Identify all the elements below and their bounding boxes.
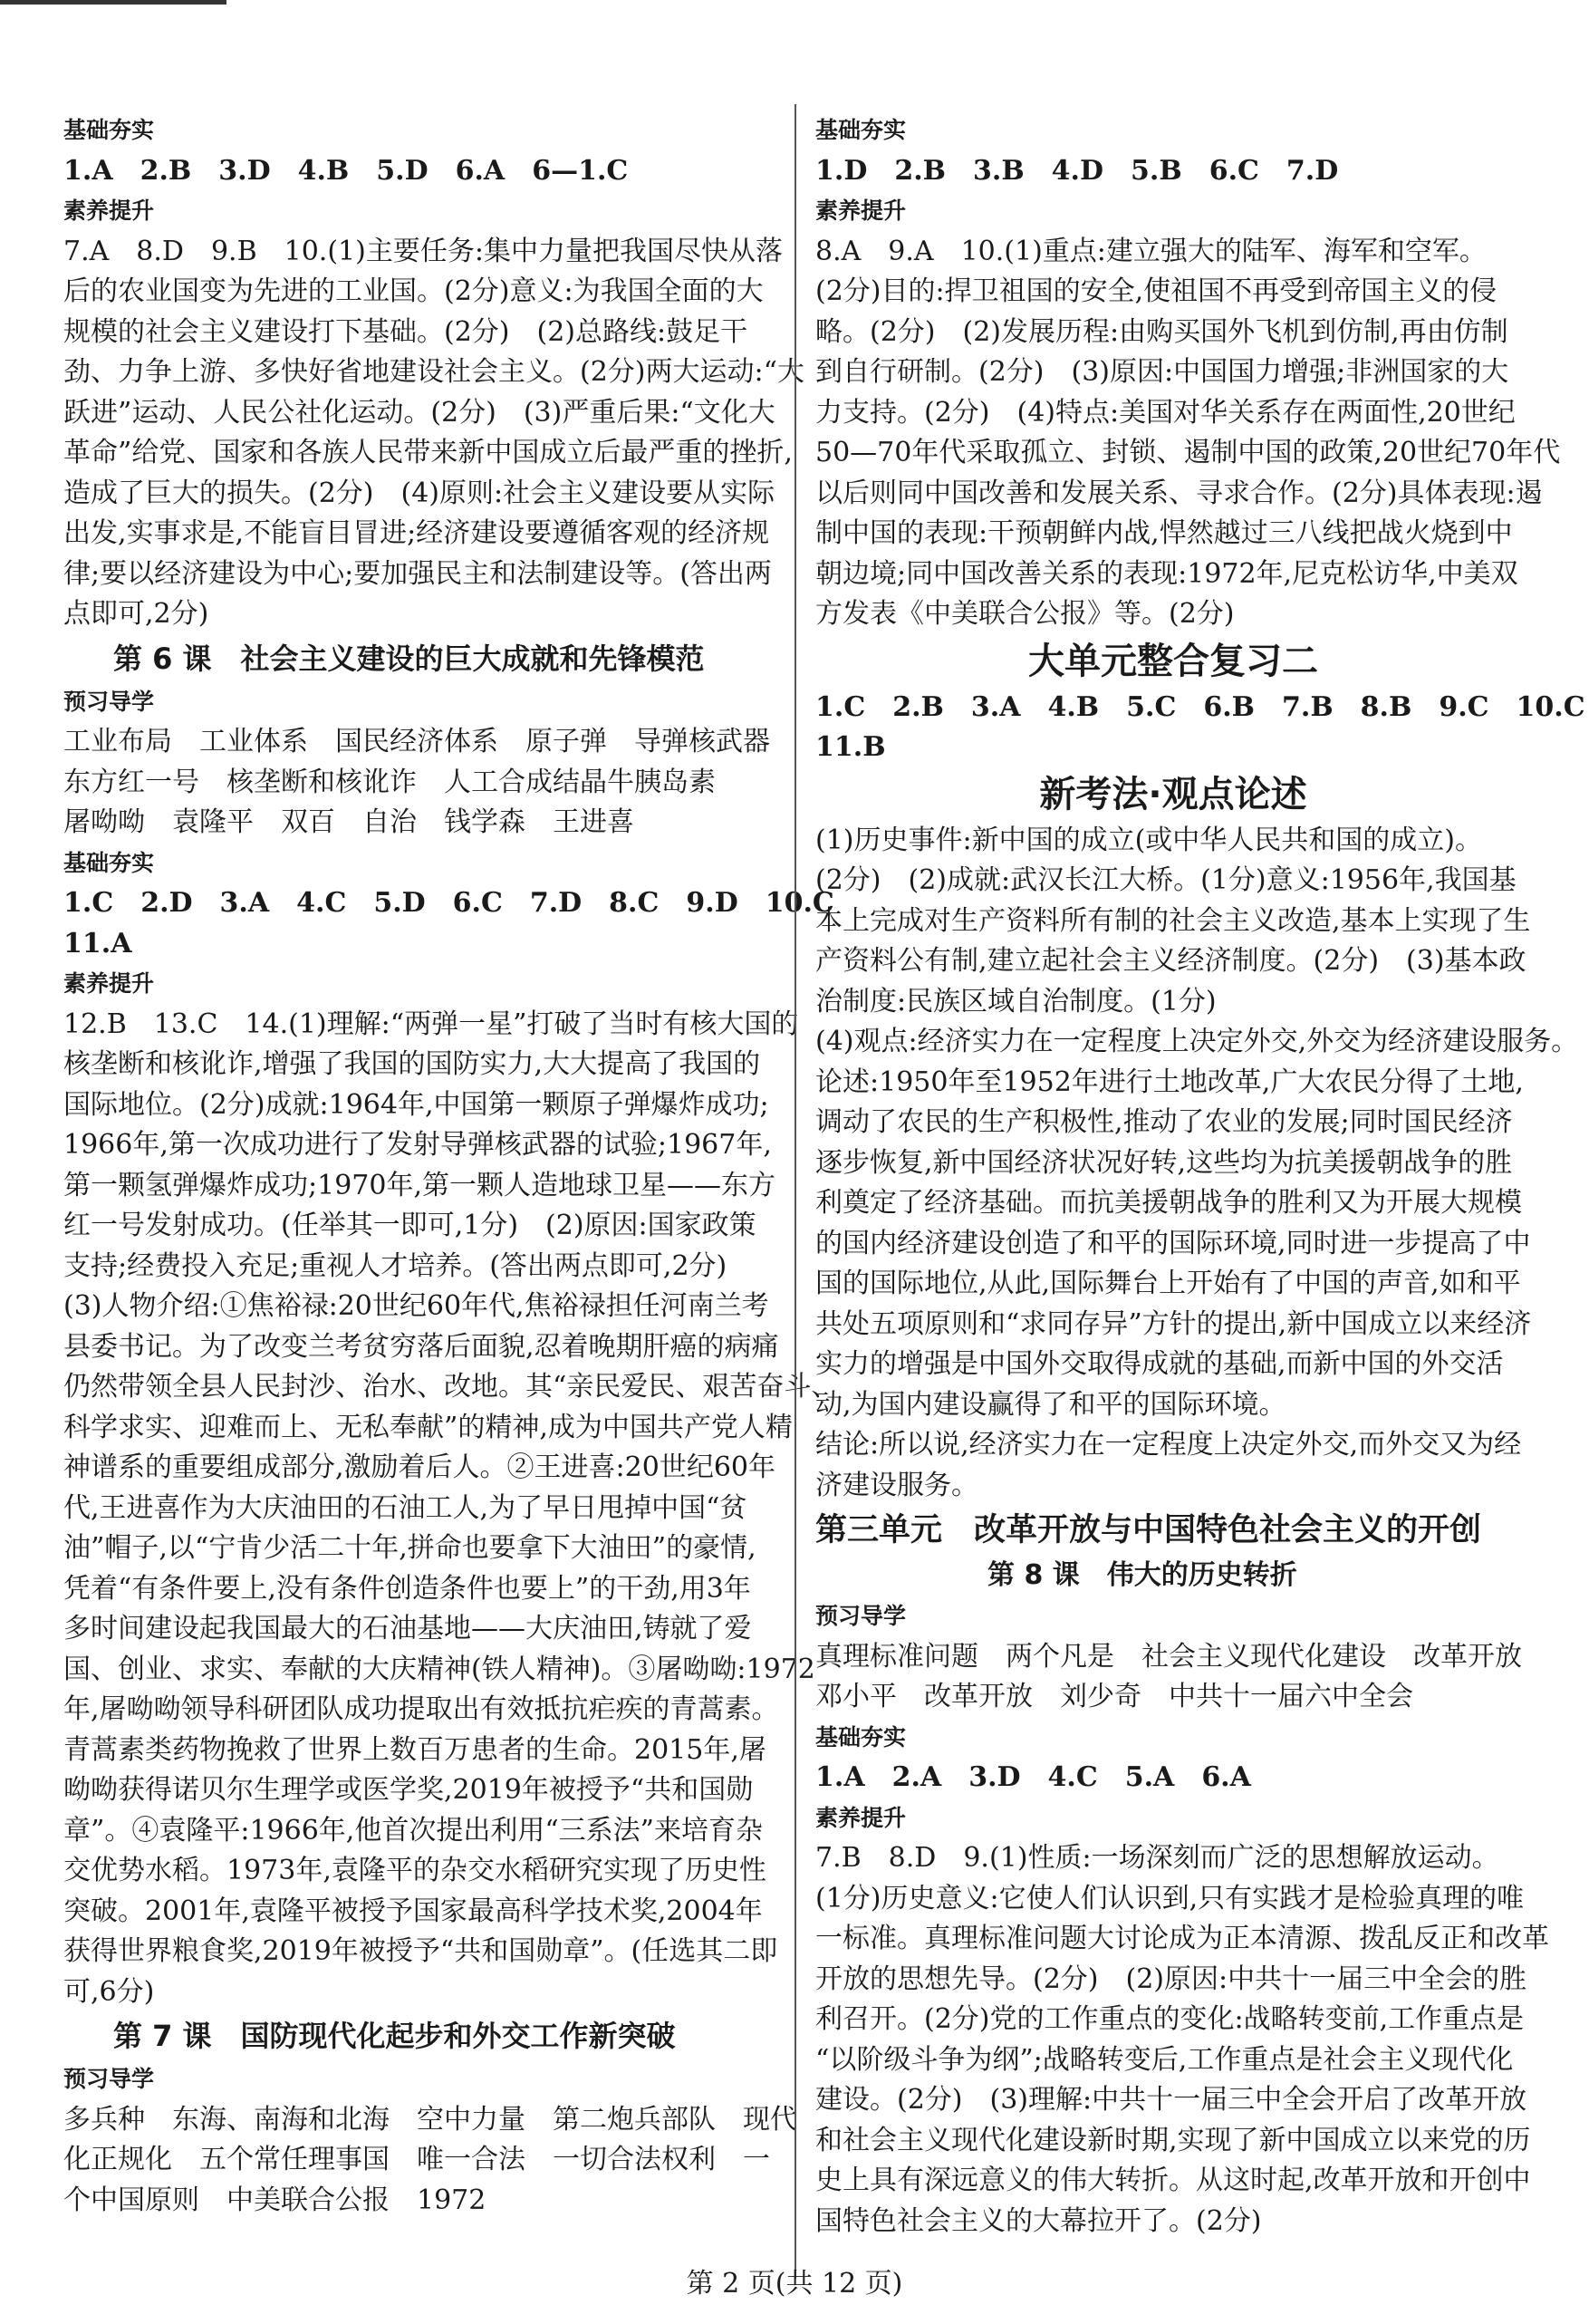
answer-line: 1.A 2.A 3.D 4.C 5.A 6.A (815, 1761, 1251, 1793)
text-line: 核垄断和核讹诈,增强了我国的国防实力,大大提高了我国的 (63, 1048, 761, 1080)
lesson-title: 第 6 课 社会主义建设的巨大成就和先锋模范 (113, 641, 705, 676)
section-heading: 基础夯实 (815, 117, 907, 143)
section-heading: 基础夯实 (63, 849, 155, 876)
section-heading: 素养提升 (63, 970, 155, 997)
text-line: 开放的思想先导。(2分) (2)原因:中共十一届三中全会的胜 (815, 1962, 1527, 1995)
text-line: 论述:1950年至1952年进行土地改革,广大农民分得了土地, (815, 1066, 1524, 1098)
text-line: 12.B 13.C 14.(1)理解:“两弹一星”打破了当时有核大国的 (63, 1008, 799, 1040)
text-line: 支持;经费投入充足;重视人才培养。(答出两点即可,2分) (63, 1249, 727, 1282)
text-line: 交优势水稻。1973年,袁隆平的杂交水稻研究实现了历史性 (63, 1855, 766, 1886)
lesson-title: 第 8 课 伟大的历史转折 (987, 1559, 1297, 1591)
text-line: 点即可,2分) (63, 598, 209, 630)
text-line: 凭着“有条件要上,没有条件创造条件也要上”的干劲,用3年 (63, 1572, 751, 1605)
text-line: 力支持。(2分) (4)特点:美国对华关系存在两面性,20世纪 (815, 396, 1516, 429)
text-line: 劲、力争上游、多快好省地建设社会主义。(2分)两大运动:“大 (63, 356, 804, 388)
text-line: 共处五项原则和“求同存异”方针的提出,新中国成立以来经济 (815, 1307, 1532, 1340)
text-line: 到自行研制。(2分) (3)原因:中国国力增强;非洲国家的大 (815, 356, 1509, 388)
text-line: 的国内经济建设创造了和平的国际环境,同时进一步提高了中 (815, 1227, 1531, 1259)
text-line: 后的农业国变为先进的工业国。(2分)意义:为我国全面的大 (63, 275, 764, 307)
text-line: 动,为国内建设赢得了和平的国际环境。 (815, 1388, 1286, 1421)
text-line: 利召开。(2分)党的工作重点的变化:战略转变前,工作重点是 (815, 2003, 1525, 2035)
lesson-title: 第 7 课 国防现代化起步和外交工作新突破 (113, 2019, 676, 2053)
section-heading: 预习导学 (63, 688, 155, 715)
text-line: 7.B 8.D 9.(1)性质:一场深刻而广泛的思想解放运动。 (815, 1842, 1499, 1874)
text-line: 多兵种 东海、南海和北海 空中力量 第二炮兵部队 现代 (63, 2103, 797, 2136)
text-line: 青蒿素类药物挽救了世界上数百万患者的生命。2015年,屠 (63, 1733, 766, 1766)
text-line: 仍然带领全县人民封沙、治水、改地。其“亲民爱民、艰苦奋斗、 (63, 1371, 839, 1403)
text-line: 国际地位。(2分)成就:1964年,中国第一颗原子弹爆炸成功; (63, 1088, 769, 1121)
left-column (63, 111, 839, 2221)
text-line: 调动了农民的生产积极性,推动了农业的发展;同时国民经济 (815, 1106, 1513, 1138)
text-line: (3)人物介绍:①焦裕禄:20世纪60年代,焦裕禄担任河南兰考 (63, 1290, 769, 1322)
text-line: 章”。④袁隆平:1966年,他首次提出利用“三系法”来培育杂 (63, 1814, 764, 1847)
text-line: 50—70年代采取孤立、封锁、遏制中国的政策,20世纪70年代 (815, 437, 1561, 468)
section-heading: 素养提升 (815, 198, 907, 224)
review-title: 新考法·观点论述 (1039, 773, 1307, 815)
text-line: 济建设服务。 (815, 1469, 978, 1501)
text-line: 8.A 9.A 10.(1)重点:建立强大的陆军、海军和空军。 (815, 235, 1487, 267)
text-line: 革命”给党、国家和各族人民带来新中国成立后最严重的挫折, (63, 437, 793, 468)
text-line: 和社会主义现代化建设新时期,实现了新中国成立以来党的历 (815, 2124, 1531, 2156)
page-footer: 第 2 页(共 12 页) (686, 2268, 903, 2300)
text-line: 律;要以经济建设为中心;要加强民主和法制建设等。(答出两 (63, 557, 772, 590)
section-heading: 基础夯实 (63, 117, 155, 143)
text-line: 获得世界粮食奖,2019年被授予“共和国勋章”。(任选其二即 (63, 1935, 778, 1967)
review-title: 大单元整合复习二 (1028, 640, 1318, 682)
text-line: 红一号发射成功。(任举其一即可,1分) (2)原因:国家政策 (63, 1210, 756, 1241)
text-line: 科学求实、迎难而上、无私奉献”的精神,成为中国共产党人精 (63, 1411, 793, 1443)
text-line: 建设。(2分) (3)理解:中共十一届三中全会开启了改革开放 (815, 2084, 1527, 2116)
text-line: (4)观点:经济实力在一定程度上决定外交,外交为经济建设服务。 (815, 1026, 1579, 1057)
text-line: 制中国的表现:干预朝鲜内战,悍然越过三八线把战火烧到中 (815, 517, 1513, 549)
text-line: 史上具有深远意义的伟大转折。从这时起,改革开放和开创中 (815, 2165, 1531, 2196)
text-line: 个中国原则 中美联合公报 1972 (63, 2184, 486, 2216)
text-line: 本上完成对生产资料所有制的社会主义改造,基本上实现了生 (815, 904, 1531, 937)
text-line: 工业布局 工业体系 国民经济体系 原子弹 导弹核武器 (63, 726, 770, 757)
text-line: 以后则同中国改善和发展关系、寻求合作。(2分)具体表现:遏 (815, 477, 1543, 509)
answer-line: 11.B (815, 731, 886, 763)
section-heading: 预习导学 (63, 2066, 155, 2092)
text-line: 神谱系的重要组成部分,激励着后人。②王进喜:20世纪60年 (63, 1451, 775, 1483)
text-line: 规模的社会主义建设打下基础。(2分) (2)总路线:鼓足干 (63, 315, 748, 348)
text-line: 可,6分) (63, 1975, 155, 2008)
text-line: 逐步恢复,新中国经济状况好转,这些均为抗美援朝战争的胜 (815, 1146, 1513, 1179)
answer-line: 11.A (63, 927, 132, 959)
text-line: 国特色社会主义的大幕拉开了。(2分) (815, 2204, 1262, 2237)
section-heading: 素养提升 (63, 198, 155, 224)
text-line: (2分)目的:捍卫祖国的安全,使祖国不再受到帝国主义的侵 (815, 275, 1498, 307)
text-line: 国的国际地位,从此,国际舞台上开始有了中国的声音,如和平 (815, 1268, 1521, 1299)
text-line: (2分) (2)成就:武汉长江大桥。(1分)意义:1956年,我国基 (815, 864, 1517, 896)
text-line: 年,屠呦呦领导科研团队成功提取出有效抵抗疟疾的青蒿素。 (63, 1693, 779, 1725)
section-heading: 素养提升 (815, 1804, 907, 1831)
text-line: 化正规化 五个常任理事国 唯一合法 一切合法权利 一 (63, 2144, 770, 2175)
unit-title: 第三单元 改革开放与中国特色社会主义的开创 (815, 1512, 1482, 1548)
text-line: 7.A 8.D 9.B 10.(1)主要任务:集中力量把我国尽快从落 (63, 235, 783, 267)
text-line: 一标准。真理标准问题大讨论成为正本清源、拨乱反正和改革 (815, 1923, 1549, 1954)
section-heading: 基础夯实 (815, 1723, 907, 1750)
text-line: 邓小平 改革开放 刘少奇 中共十一届六中全会 (815, 1681, 1413, 1712)
text-line: 方发表《中美联合公报》等。(2分) (815, 598, 1235, 630)
text-line: 略。(2分) (2)发展历程:由购买国外飞机到仿制,再由仿制 (815, 315, 1508, 348)
text-line: 油”帽子,以“宁肯少活二十年,拼命也要拿下大油田”的豪情, (63, 1532, 756, 1564)
text-line: 国、创业、求实、奉献的大庆精神(铁人精神)。③屠呦呦:1972 (63, 1653, 815, 1685)
text-line: 造成了巨大的损失。(2分) (4)原则:社会主义建设要从实际 (63, 477, 775, 509)
right-column (815, 111, 1585, 2242)
column-divider (794, 104, 796, 2279)
text-line: 治制度:民族区域自治制度。(1分) (815, 985, 1217, 1017)
text-line: 真理标准问题 两个凡是 社会主义现代化建设 改革开放 (815, 1640, 1522, 1673)
answer-line: 1.D 2.B 3.B 4.D 5.B 6.C 7.D (815, 154, 1339, 187)
text-line: 代,王进喜作为大庆油田的石油工人,为了早日甩掉中国“贫 (63, 1491, 747, 1524)
text-line: (1分)历史意义:它使人们认识到,只有实践才是检验真理的唯 (815, 1882, 1525, 1914)
text-line: 县委书记。为了改变兰考贫穷落后面貌,忍着晚期肝癌的病痛 (63, 1330, 779, 1363)
answer-line: 1.C 2.B 3.A 4.B 5.C 6.B 7.B 8.B 9.C 10.C (815, 690, 1585, 723)
answer-line: 1.A 2.B 3.D 4.B 5.D 6.A 6—1.C (63, 154, 629, 187)
text-line: 利奠定了经济基础。而抗美援朝战争的胜利又为开展大规模 (815, 1187, 1522, 1219)
text-line: (1)历史事件:新中国的成立(或中华人民共和国的成立)。 (815, 824, 1483, 856)
text-line: 呦呦获得诺贝尔生理学或医学奖,2019年被授予“共和国勋 (63, 1774, 754, 1806)
text-line: 出发,实事求是,不能盲目冒进;经济建设要遵循客观的经济规 (63, 517, 770, 549)
text-line: 结论:所以说,经济实力在一定程度上决定外交,而外交又为经 (815, 1429, 1522, 1461)
section-heading: 预习导学 (815, 1603, 907, 1629)
text-line: 多时间建设起我国最大的石油基地——大庆油田,铸就了爱 (63, 1613, 752, 1644)
text-line: 产资料公有制,建立起社会主义经济制度。(2分) (3)基本政 (815, 945, 1526, 977)
answer-line: 1.C 2.D 3.A 4.C 5.D 6.C 7.D 8.C 9.D 10.C (63, 887, 834, 919)
top-edge-bar (0, 0, 226, 5)
text-line: 跃进”运动、人民公社化运动。(2分) (3)严重后果:“文化大 (63, 396, 775, 429)
text-line: 朝边境;同中国改善关系的表现:1972年,尼克松访华,中美双 (815, 557, 1518, 590)
text-line: 东方红一号 核垄断和核讹诈 人工合成结晶牛胰岛素 (63, 766, 716, 798)
text-line: 突破。2001年,袁隆平被授予国家最高科学技术奖,2004年 (63, 1895, 763, 1927)
text-line: 屠呦呦 袁隆平 双百 自治 钱学森 王进喜 (63, 806, 634, 838)
text-line: 1966年,第一次成功进行了发射导弹核武器的试验;1967年, (63, 1129, 772, 1161)
text-line: “以阶级斗争为纲”;战略转变后,工作重点是社会主义现代化 (815, 2043, 1514, 2076)
text-line: 实力的增强是中国外交取得成就的基础,而新中国的外交活 (815, 1348, 1504, 1380)
text-line: 第一颗氢弹爆炸成功;1970年,第一颗人造地球卫星——东方 (63, 1169, 775, 1201)
